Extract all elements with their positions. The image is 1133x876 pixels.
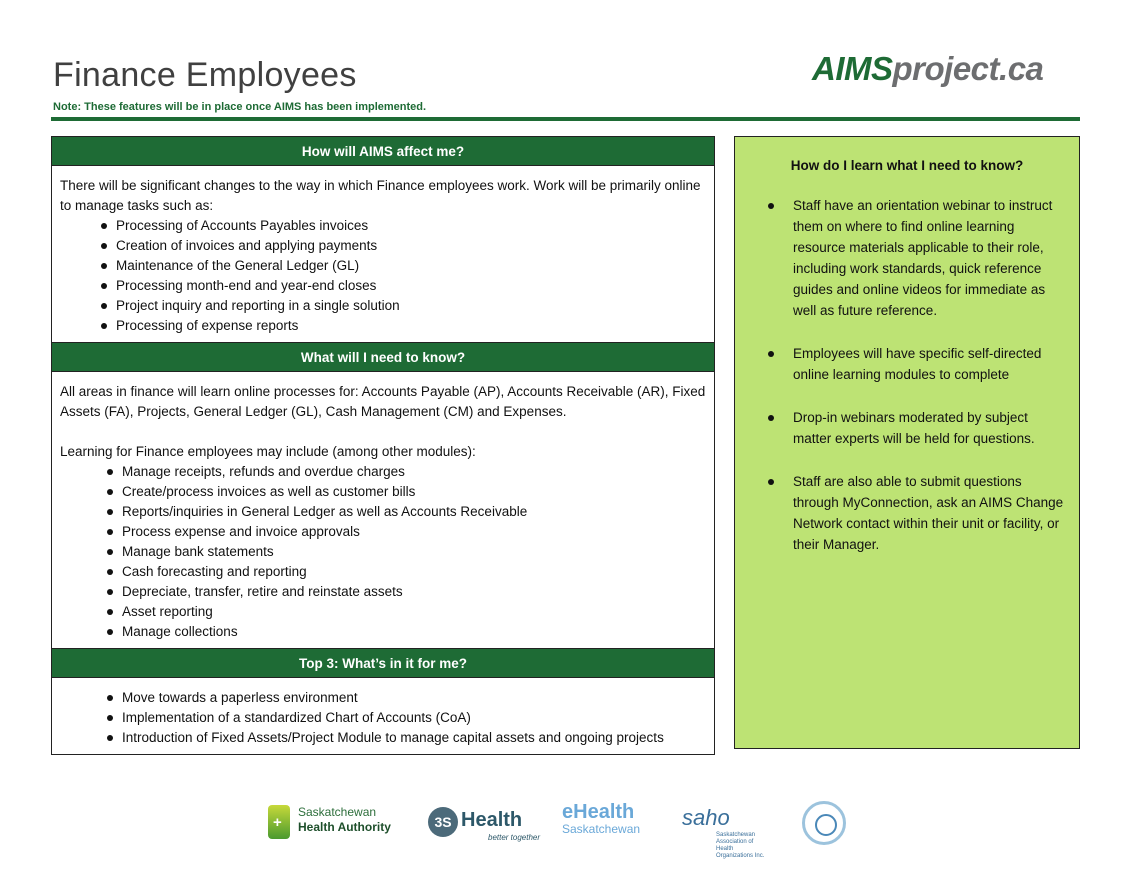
section-body-top3 [52,677,714,754]
learning-list [735,195,1079,555]
section-heading-affect: How will AIMS affect me? [52,137,714,165]
sha-cross-icon: + [268,805,290,839]
saho-logo: saho Saskatchewan Association of Health Organizations Inc. [682,805,765,859]
know-para2: Learning for Finance employees may include (among other modules): [60,444,476,459]
list-item: Process expense and invoice approvals [122,522,706,542]
section-heading-know: What will I need to know? [52,343,714,371]
list-item: Creation of invoices and applying payments [116,236,706,256]
list-item: Project inquiry and reporting in a single solution [116,296,706,316]
list-item: Manage collections [122,622,706,642]
top3-list [60,688,706,748]
partner-logos: + Saskatchewan Health Authority 3S Health better together eHealth Saskatchewan saho Saskatchewan Association of Health Organizations Inc. [0,795,1133,855]
know-para1: All areas in finance will learn online processes for: Accounts Payable (AP), Accounts Receivable (AR), Fixed Assets (FA), Projects, General Ledger (GL), Cash Management (CM) and Expenses. [60,384,706,419]
list-item: Drop-in webinars moderated by subject matter experts will be held for questions. [793,407,1067,449]
know-list [60,462,706,642]
ehealth-logo: eHealth Saskatchewan [562,801,641,836]
learning-panel [734,136,1080,749]
list-item: Processing month-end and year-end closes [116,276,706,296]
list-item: Implementation of a standardized Chart of Accounts (CoA) [122,708,706,728]
affect-intro: There will be significant changes to the way in which Finance employees work. Work will be primarily online to manage tasks such as: [60,178,701,213]
list-item: Processing of Accounts Payables invoices [116,216,706,236]
section-body-know [52,371,714,648]
list-item: Staff have an orientation webinar to instruct them on where to find online learning resource materials applicable to their role, including work standards, quick reference guides and online videos for immediate as well as future reference. [793,195,1067,321]
header-divider [51,117,1080,121]
3s-icon: 3S [428,807,458,837]
list-item: Reports/inquiries in General Ledger as well as Accounts Receivable [122,502,706,522]
list-item: Maintenance of the General Ledger (GL) [116,256,706,276]
list-item: Manage receipts, refunds and overdue charges [122,462,706,482]
list-item: Move towards a paperless environment [122,688,706,708]
list-item: Staff are also able to submit questions through MyConnection, ask an AIMS Change Network contact within their unit or facility, or their Manager. [793,471,1067,555]
implementation-note: Note: These features will be in place once AIMS has been implemented. [53,101,427,113]
learning-heading: How do I learn what I need to know? [790,158,1024,173]
list-item: Create/process invoices as well as customer bills [122,482,706,502]
list-item: Depreciate, transfer, retire and reinstate assets [122,582,706,602]
logo-aims: AIMS [812,50,893,87]
list-item: Employees will have specific self-directed online learning modules to complete [793,343,1067,385]
section-body-affect [52,165,714,342]
cancer-agency-seal-icon [802,801,846,845]
left-panel [51,136,715,755]
list-item: Introduction of Fixed Assets/Project Module to manage capital assets and ongoing projects [122,728,706,748]
logo-project: project.ca [892,50,1044,87]
list-item: Asset reporting [122,602,706,622]
list-item: Manage bank statements [122,542,706,562]
list-item: Cash forecasting and reporting [122,562,706,582]
affect-list [60,216,706,336]
list-item: Processing of expense reports [116,316,706,336]
aimsproject-logo[interactable] [812,50,1043,88]
page-title: Finance Employees [53,56,357,94]
section-heading-top3: Top 3: What’s in it for me? [52,649,714,677]
